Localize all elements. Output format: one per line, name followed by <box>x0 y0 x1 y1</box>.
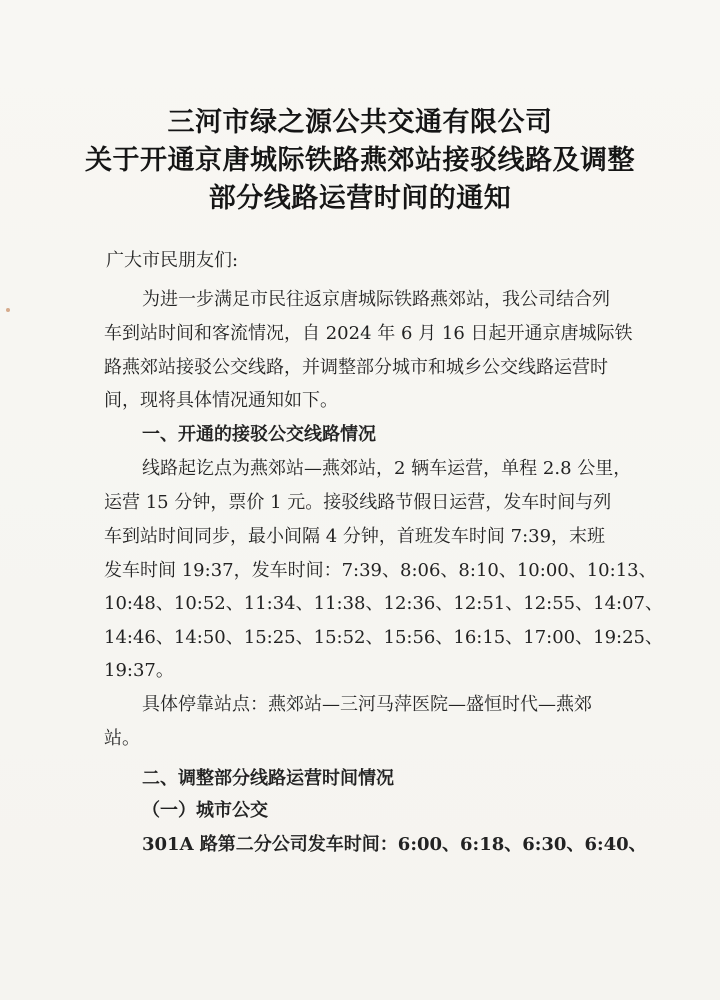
section1-body-line: 发车时间 19:37，发车时间：7:39、8:06、8:10、10:00、10:13、 <box>104 560 657 581</box>
stops-line: 站。 <box>104 728 140 749</box>
section1-heading: 一、开通的接驳公交线路情况 <box>142 424 376 445</box>
route-schedule-line: 301A 路第二分公司发车时间：6:00、6:18、6:30、6:40、 <box>142 834 647 855</box>
paper-speck <box>6 308 10 312</box>
section1-body-line: 19:37。 <box>104 660 174 681</box>
title-company: 三河市绿之源公共交通有限公司 <box>167 107 553 138</box>
section2-subheading: （一）城市公交 <box>142 800 268 821</box>
intro-line: 路燕郊站接驳公交线路，并调整部分城市和城乡公交线路运营时 <box>104 357 608 378</box>
intro-line: 车到站时间和客流情况，自 2024 年 6 月 16 日起开通京唐城际铁 <box>104 323 633 344</box>
stops-line: 具体停靠站点：燕郊站—三河马萍医院—盛恒时代—燕郊 <box>142 694 592 715</box>
title-notice-line2: 部分线路运营时间的通知 <box>208 183 512 214</box>
intro-line: 为进一步满足市民往返京唐城际铁路燕郊站，我公司结合列 <box>142 289 610 310</box>
section1-body-line: 运营 15 分钟，票价 1 元。接驳线路节假日运营，发车时间与列 <box>104 492 612 513</box>
section1-body-line: 14:46、14:50、15:25、15:52、15:56、16:15、17:00、19:25、 <box>104 627 663 648</box>
title-notice-line1: 关于开通京唐城际铁路燕郊站接驳线路及调整 <box>85 145 635 176</box>
salutation: 广大市民朋友们: <box>106 250 239 271</box>
section1-body-line: 线路起讫点为燕郊站—燕郊站，2 辆车运营，单程 2.8 公里， <box>142 458 632 479</box>
section1-body-line: 10:48、10:52、11:34、11:38、12:36、12:51、12:55、14:07、 <box>104 593 663 614</box>
section2-heading: 二、调整部分线路运营时间情况 <box>142 768 394 789</box>
intro-line: 间，现将具体情况通知如下。 <box>104 390 338 411</box>
section1-body-line: 车到站时间同步，最小间隔 4 分钟，首班发车时间 7:39，末班 <box>104 526 606 547</box>
